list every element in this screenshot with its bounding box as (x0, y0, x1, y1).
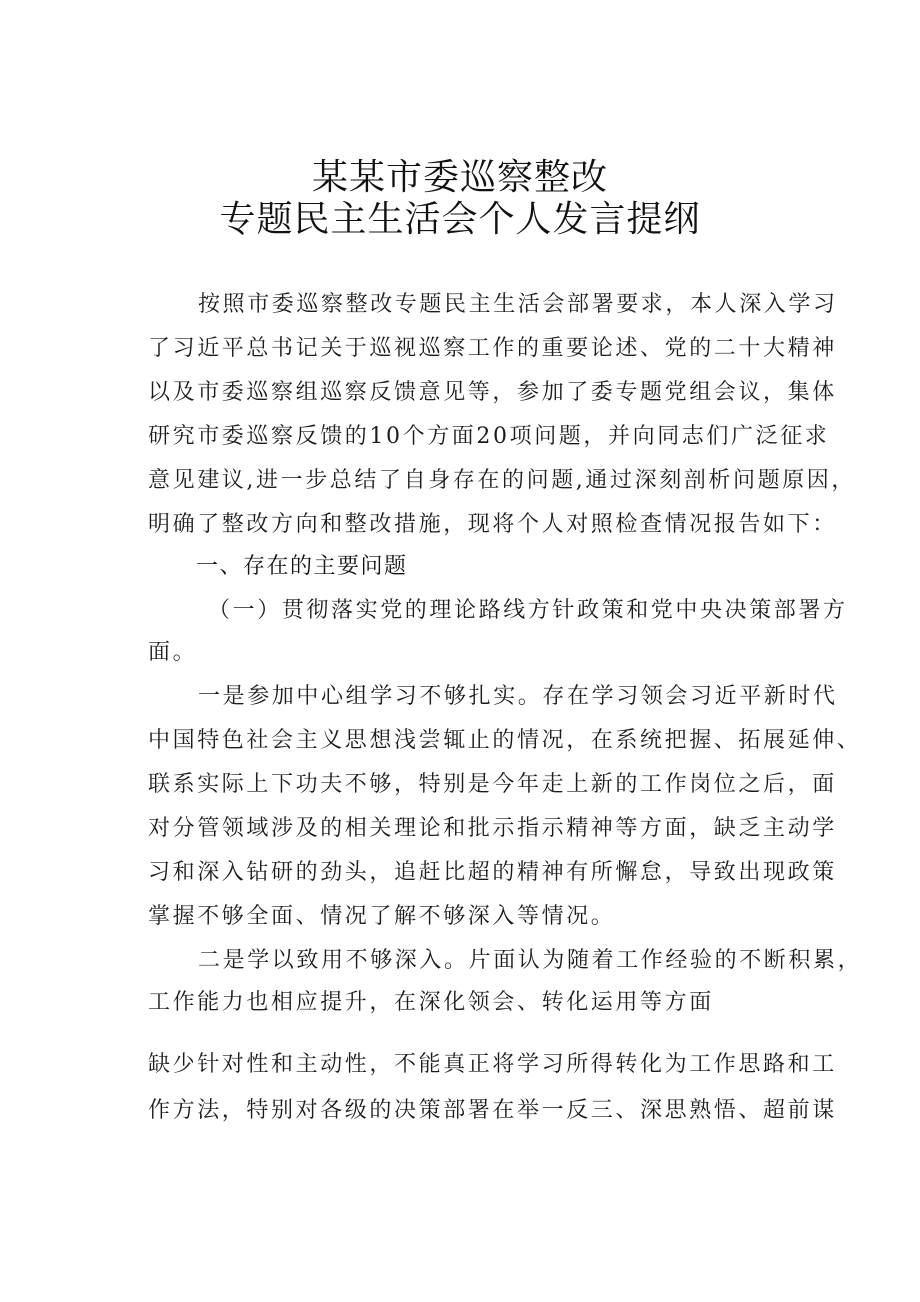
subsection-line: 面。 (148, 640, 198, 665)
point1-line: 联系实际上下功夫不够，特别是今年走上新的工作岗位之后，面 (148, 772, 837, 797)
intro-line: 按照市委巡察整改专题民主生活会部署要求，本人深入学习 (198, 292, 838, 317)
document-title-line-1: 某某市委巡察整改 (311, 157, 608, 198)
intro-line: 了习近平总书记关于巡视巡察工作的重要论述、党的二十大精神 (148, 336, 837, 361)
intro-line: 明确了整改方向和整改措施，现将个人对照检查情况报告如下： (148, 512, 837, 537)
document-title-line-2: 专题民主生活会个人发言提纲 (219, 199, 701, 240)
point2-line: 作方法，特别对各级的决策部署在举一反三、深思熟悟、超前谋 (148, 1098, 837, 1123)
point2-line: 二是学以致用不够深入。片面认为随着工作经验的不断积累， (198, 948, 863, 973)
point1-line: 对分管领域涉及的相关理论和批示指示精神等方面，缺乏主动学 (148, 816, 837, 841)
subsection-line: （一）贯彻落实党的理论路线方针政策和党中央决策部署方 (208, 598, 848, 623)
point1-line: 一是参加中心组学习不够扎实。存在学习领会习近平新时代 (198, 684, 838, 709)
intro-line: 以及市委巡察组巡察反馈意见等，参加了委专题党组会议，集体 (148, 380, 837, 405)
point1-line: 习和深入钻研的劲头，追赶比超的精神有所懈怠，导致出现政策 (148, 860, 837, 885)
point1-line: 掌握不够全面、情况了解不够深入等情况。 (148, 904, 616, 929)
point2-line: 工作能力也相应提升，在深化领会、转化运用等方面 (148, 990, 714, 1015)
point1-line: 中国特色社会主义思想浅尝辄止的情况，在系统把握、拓展延伸、 (148, 728, 862, 753)
section-heading: 一、存在的主要问题 (196, 554, 408, 579)
point2-line: 缺少针对性和主动性，不能真正将学习所得转化为工作思路和工 (148, 1052, 837, 1077)
intro-line: 意见建议,进一步总结了自身存在的问题,通过深刻剖析问题原因， (148, 468, 856, 493)
intro-line: 研究市委巡察反馈的10个方面20项问题，并向同志们广泛征求 (148, 424, 830, 449)
